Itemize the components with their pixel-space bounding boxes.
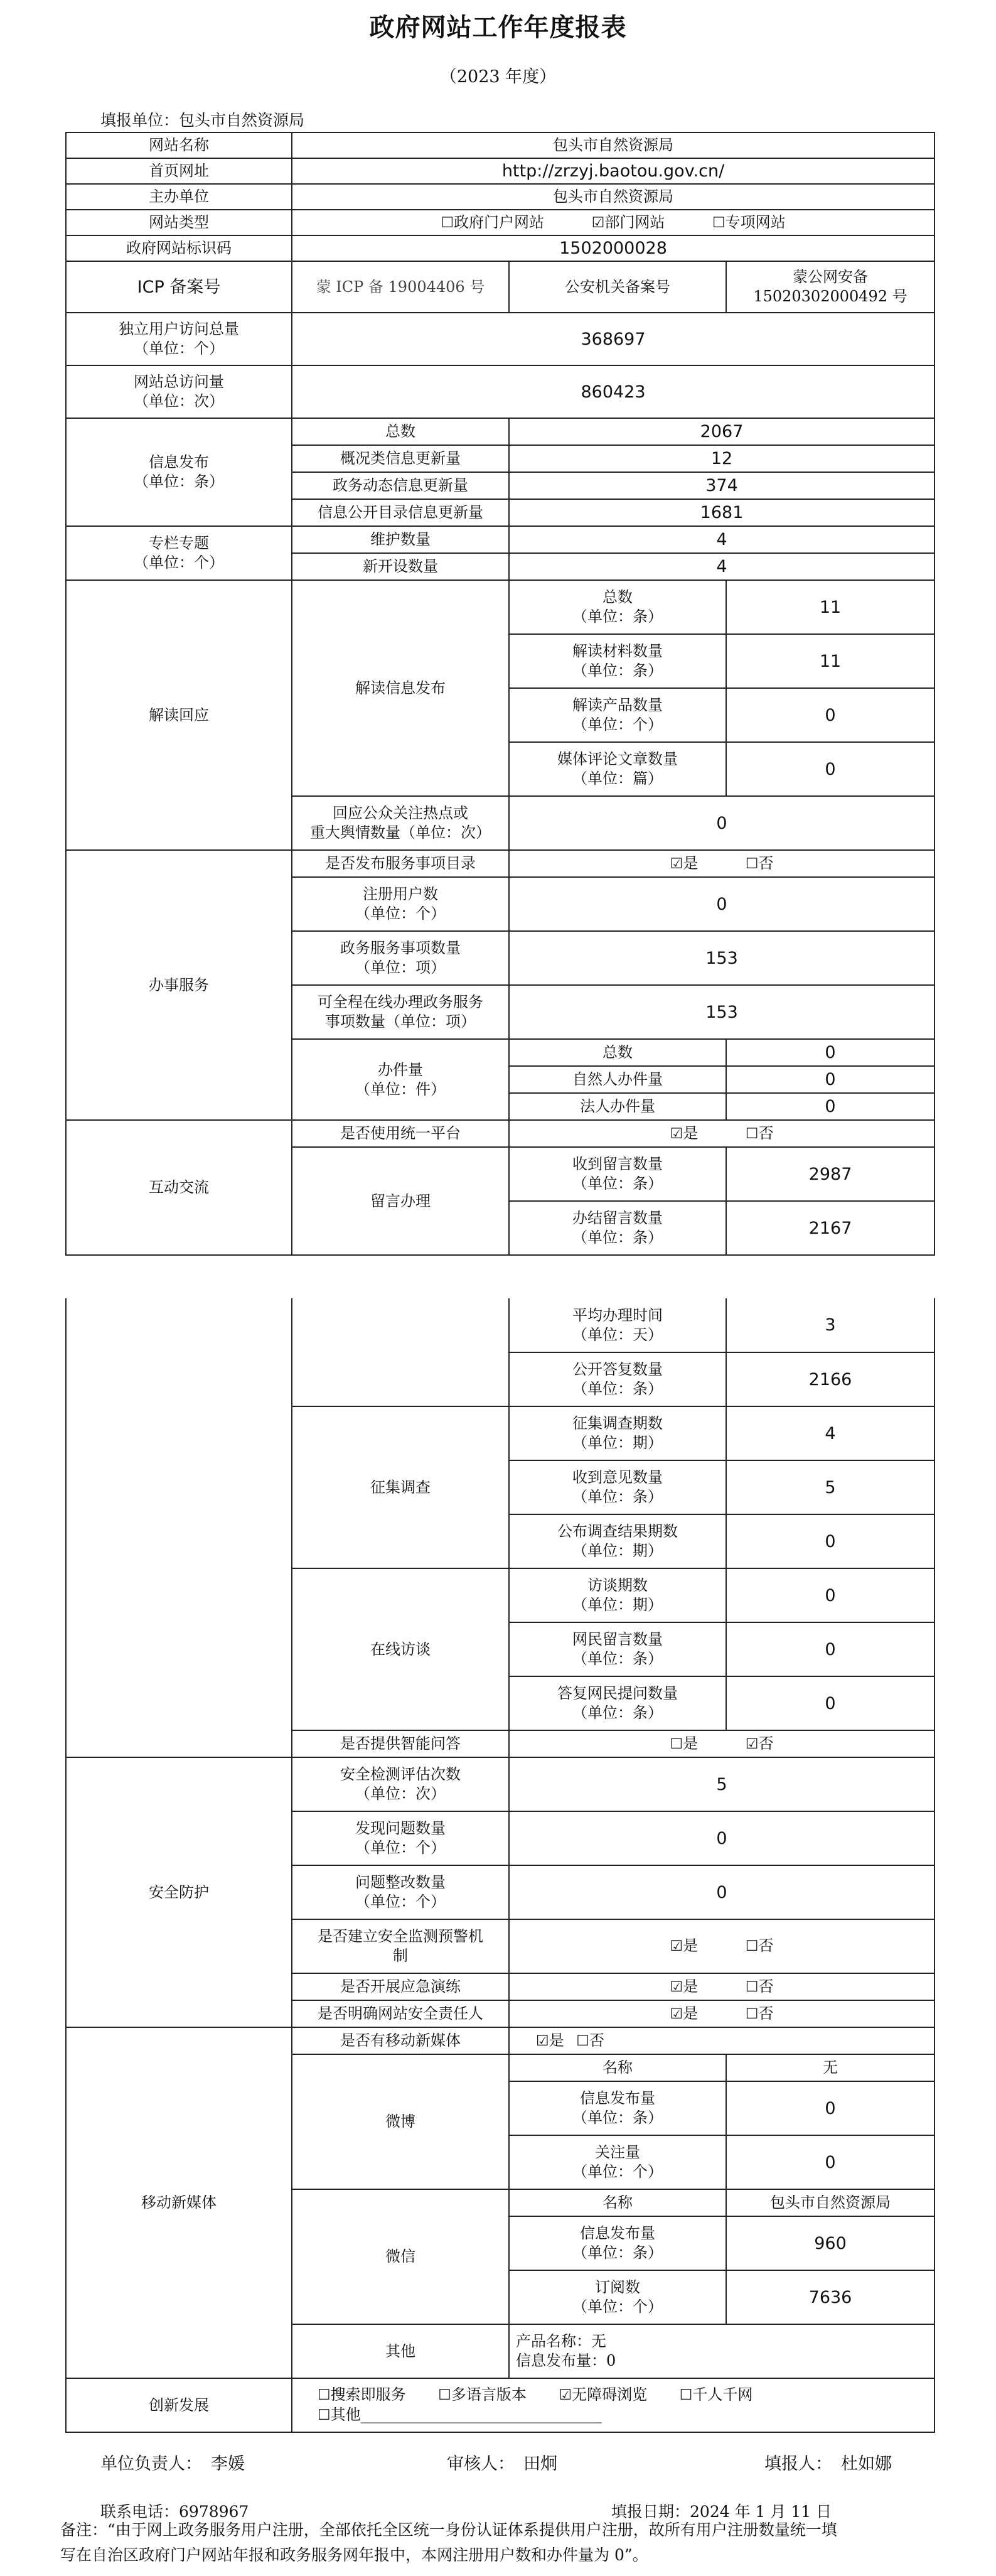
interaction-platform-label: 是否使用统一平台 [292,1120,509,1147]
uv-label-line2: （单位：个） [134,340,224,357]
interpret-media-value: 0 [726,742,934,796]
service-legal-value: 0 [726,1093,934,1120]
contact-phone-label: 联系电话： [100,2503,179,2521]
unchecked-box-icon: ☐ [438,2387,451,2403]
info-publish-label-line2: （单位：条） [134,473,224,490]
checked-box-icon: ☑ [670,1938,683,1954]
interpret-product-label [509,688,726,742]
security-found-line1: 发现问题数量 [355,1819,446,1837]
service-items-line1: 政务服务事项数量 [340,939,461,957]
interaction-msg-continued [292,1298,509,1406]
yes-label: 是 [683,1937,699,1954]
innovation-multilang [438,2385,527,2405]
interpret-respond-line2: 重大舆情数量（单位：次） [310,824,491,841]
service-catalog-yes [670,854,699,874]
interview-msgs-line1: 网民留言数量 [572,1630,663,1648]
unchecked-box-icon: ☐ [745,1978,759,1995]
home-url-label: 首页网址 [66,158,292,184]
remark-line1: 备注：“由于网上政务服务用户注册，全部依托全区统一身份认证体系提供用户注册，故所有用户注册数量统一填 [60,2521,837,2539]
service-legal-label: 法人办件量 [509,1093,726,1120]
mobile-other-label: 其他 [292,2324,509,2378]
service-online-label [292,985,509,1039]
info-open-label: 信息公开目录信息更新量 [292,499,509,526]
filler-unit-label: 填报单位： [100,111,179,129]
service-items-value: 153 [509,931,934,985]
interaction-received-label [509,1147,726,1201]
service-cases-line2: （单位：件） [355,1080,446,1098]
service-cases-total-label: 总数 [509,1039,726,1066]
service-users-value: 0 [509,877,934,931]
security-fixed-line1: 问题整改数量 [355,1873,446,1891]
service-users-line2: （单位：个） [355,905,446,922]
weibo-posts-label [509,2081,726,2135]
info-total-label: 总数 [292,418,509,445]
interaction-continued [66,1298,292,1757]
service-users-line1: 注册用户数 [363,885,438,903]
service-online-value: 153 [509,985,934,1039]
filler-unit-value: 包头市自然资源局 [179,111,305,129]
filler-unit [100,108,304,131]
checked-box-icon: ☑ [559,2387,572,2403]
no-label: 否 [758,1734,774,1752]
checked-box-icon: ☑ [670,1978,683,1995]
interpret-material-value: 11 [726,634,934,688]
unchecked-box-icon: ☐ [670,1735,683,1752]
received-line1: 收到留言数量 [572,1155,663,1173]
weibo-fans-value: 0 [726,2135,934,2189]
police-record-line1: 蒙公网安备 [793,268,869,286]
mobile-has-label: 是否有移动新媒体 [292,2027,509,2054]
weibo-posts-line1: 信息发布量 [580,2089,655,2107]
unit-head-label: 单位负责人： [100,2454,202,2474]
interview-periods-label [509,1568,726,1622]
innovation-search-label: 搜索即服务 [330,2386,406,2403]
service-online-line2: 事项数量（单位：项） [325,1013,476,1030]
uv-label [66,313,292,365]
interpret-media-line2: （单位：篇） [572,770,663,787]
checked-box-icon: ☑ [591,214,605,231]
no-label: 否 [758,854,774,872]
survey-periods-line2: （单位：期） [572,1434,663,1452]
yes-label: 是 [683,2004,699,2022]
survey-results-label [509,1514,726,1568]
site-type-portal [441,213,544,233]
service-cases-line1: 办件量 [378,1060,423,1079]
interaction-done-value: 2167 [726,1201,934,1255]
filler [764,2450,892,2474]
innovation-accessible-label: 无障碍浏览 [572,2386,648,2403]
uv-label-line1: 独立用户访问总量 [119,320,239,338]
avg-time-line1: 平均办理时间 [572,1306,663,1324]
innovation-label: 创新发展 [66,2378,292,2432]
interview-answers-line2: （单位：条） [572,1704,663,1722]
site-name-label: 网站名称 [66,132,292,158]
interaction-label: 互动交流 [66,1120,292,1255]
innovation-other [318,2406,602,2423]
public-reply-line1: 公开答复数量 [572,1361,663,1378]
smart-qa-options [509,1730,934,1757]
wechat-name-value: 包头市自然资源局 [726,2189,934,2216]
interpret-respond-value: 0 [509,796,934,850]
security-fixed-value: 0 [509,1865,934,1919]
police-record-line2: 15020302000492 号 [753,288,908,305]
contact-phone-value: 6978967 [179,2503,249,2521]
survey-label: 征集调查 [292,1406,509,1568]
innovation-multilang-label: 多语言版本 [451,2386,527,2403]
interview-answers-value: 0 [726,1676,934,1730]
security-drill-yes [670,1977,699,1997]
opinions-line2: （单位：条） [572,1488,663,1506]
reviewer-label: 审核人： [447,2454,515,2474]
home-url-value: http://zrzyj.baotou.gov.cn/ [292,158,934,184]
security-warn-line2: 制 [393,1947,408,1964]
wechat-subs-line2: （单位：个） [572,2298,663,2315]
police-record-label: 公安机关备案号 [509,261,726,313]
interview-msgs-label [509,1622,726,1676]
service-catalog-no [746,854,774,874]
wechat-subs-label [509,2270,726,2324]
opinions-label [509,1460,726,1514]
smart-qa-label: 是否提供智能问答 [292,1730,509,1757]
interview-label: 在线访谈 [292,1568,509,1730]
opinions-line1: 收到意见数量 [572,1469,663,1486]
site-name-value: 包头市自然资源局 [292,132,934,158]
unchecked-box-icon: ☐ [712,214,726,231]
report-table-part2 [65,1298,935,2433]
security-resp-yes [670,2004,699,2024]
interaction-msg-label: 留言办理 [292,1147,509,1255]
icp-value: 蒙 ICP 备 19004406 号 [292,261,509,313]
interpret-media-label [509,742,726,796]
interpret-total-label [509,580,726,634]
survey-periods-value: 4 [726,1406,934,1460]
column-label-line1: 专栏专题 [149,534,209,552]
security-found-value: 0 [509,1811,934,1865]
info-publish-label [66,418,292,526]
service-cases-total-value: 0 [726,1039,934,1066]
security-fixed-line2: （单位：个） [355,1893,446,1910]
weibo-name-value: 无 [726,2054,934,2081]
checked-box-icon: ☑ [670,2005,683,2022]
wechat-posts-line2: （单位：条） [572,2244,663,2261]
interpret-total-line2: （单位：条） [572,608,663,625]
innovation-personal-label: 千人千网 [692,2386,753,2403]
weibo-label: 微博 [292,2054,509,2189]
site-type-department-label: 部门网站 [604,213,665,231]
wechat-label: 微信 [292,2189,509,2324]
interview-periods-line2: （单位：期） [572,1596,663,1614]
interpret-material-line1: 解读材料数量 [572,642,663,660]
fill-date-value: 2024 年 1 月 11 日 [690,2503,832,2521]
no-label: 否 [758,1937,774,1954]
weibo-name-label: 名称 [509,2054,726,2081]
service-items-line2: （单位：项） [355,959,446,976]
site-type-options [292,210,934,235]
avg-time-value: 3 [726,1298,934,1352]
mobile-other-line1: 产品名称：无 [516,2332,606,2350]
innovation-personal [680,2385,753,2405]
innovation-options [292,2378,934,2432]
public-reply-label [509,1352,726,1406]
service-catalog-options [509,850,934,877]
column-label-line2: （单位：个） [134,554,224,571]
survey-results-line2: （单位：期） [572,1542,663,1560]
innovation-row1 [318,2385,930,2405]
info-publish-label-line1: 信息发布 [149,453,209,471]
reviewer-name: 田炯 [523,2454,557,2474]
site-type-special-label: 专项网站 [725,213,786,231]
smart-qa-no [746,1734,774,1754]
interview-periods-line1: 访谈期数 [587,1576,648,1594]
interaction-platform-no [746,1124,774,1144]
info-news-value: 374 [509,472,934,499]
mobile-has-options [509,2027,934,2054]
security-warn-no [746,1936,774,1956]
innovation-accessible [559,2385,648,2405]
interview-periods-value: 0 [726,1568,934,1622]
security-tests-value: 5 [509,1757,934,1811]
police-record-value [726,261,934,313]
weibo-fans-line1: 关注量 [595,2143,640,2161]
service-items-label [292,931,509,985]
innovation-search [318,2385,406,2405]
unchecked-box-icon: ☐ [745,1938,759,1954]
interaction-platform-yes [670,1124,699,1144]
survey-results-line1: 公布调查结果期数 [557,1522,678,1540]
opinions-value: 5 [726,1460,934,1514]
security-tests-label [292,1757,509,1811]
pv-label-line2: （单位：次） [134,392,224,410]
weibo-posts-value: 0 [726,2081,934,2135]
no-label: 否 [758,1124,774,1142]
avg-time-line2: （单位：天） [572,1325,663,1344]
column-new-value: 4 [509,553,934,580]
interview-msgs-value: 0 [726,1622,934,1676]
checked-box-icon: ☑ [670,855,683,872]
unit-head-name: 李媛 [211,2454,245,2474]
pv-label-line1: 网站总访问量 [134,373,224,391]
filler-label: 填报人： [764,2454,832,2474]
unchecked-box-icon: ☐ [745,1125,759,1142]
unchecked-box-icon: ☐ [679,2387,693,2403]
public-reply-value: 2166 [726,1352,934,1406]
security-fixed-label [292,1865,509,1919]
interaction-received-value: 2987 [726,1147,934,1201]
service-cases-label [292,1039,509,1120]
service-online-line1: 可全程在线办理政务服务 [318,993,483,1011]
reviewer [447,2450,557,2474]
yes-label: 是 [683,1977,699,1995]
weibo-fans-line2: （单位：个） [572,2163,663,2180]
security-drill-no [746,1977,774,1997]
mobile-other-value [509,2324,934,2378]
report-table-part1 [65,132,935,1256]
security-drill-options [509,1973,934,2000]
security-resp-no [746,2004,774,2024]
interpret-respond-line1: 回应公众关注热点或 [333,804,468,822]
info-overview-value: 12 [509,445,934,472]
site-code-value: 1502000028 [292,235,934,261]
interpret-product-line1: 解读产品数量 [572,696,663,714]
info-news-label: 政务动态信息更新量 [292,472,509,499]
weibo-fans-label [509,2135,726,2189]
mobile-other-line2: 信息发布量：0 [516,2352,616,2369]
security-tests-line2: （单位：次） [355,1785,446,1803]
security-found-line2: （单位：个） [355,1839,446,1857]
survey-results-value: 0 [726,1514,934,1568]
no-label: 否 [758,1977,774,1995]
security-warn-label [292,1919,509,1973]
innovation-other-blank: ________________________________ [360,2406,602,2423]
interpret-total-line1: 总数 [602,588,633,606]
no-label: 否 [758,2004,774,2022]
pv-label [66,365,292,418]
remark [60,2518,951,2568]
wechat-posts-label [509,2216,726,2270]
interpret-respond-label [292,796,509,850]
unchecked-box-icon: ☐ [576,2032,589,2049]
checked-box-icon: ☑ [536,2032,549,2049]
mobile-label: 移动新媒体 [66,2027,292,2378]
unchecked-box-icon: ☐ [745,2005,759,2022]
mobile-has-no [576,2031,604,2051]
wechat-posts-value: 960 [726,2216,934,2270]
wechat-subs-value: 7636 [726,2270,934,2324]
site-type-portal-label: 政府门户网站 [454,213,545,231]
site-type-special [712,213,786,233]
security-label: 安全防护 [66,1757,292,2027]
mobile-has-yes [536,2031,564,2051]
yes-label: 是 [683,854,699,872]
info-total-value: 2067 [509,418,934,445]
unchecked-box-icon: ☐ [318,2407,331,2423]
interpret-label: 解读回应 [66,580,292,850]
unchecked-box-icon: ☐ [745,855,759,872]
interaction-done-label [509,1201,726,1255]
report-year: （2023 年度） [439,67,557,87]
wechat-posts-line1: 信息发布量 [580,2224,655,2242]
checked-box-icon: ☑ [670,1125,683,1142]
wechat-name-label: 名称 [509,2189,726,2216]
site-code-label: 政府网站标识码 [66,235,292,261]
security-warn-options [509,1919,934,1973]
uv-value: 368697 [292,313,934,365]
yes-label: 是 [549,2031,564,2049]
weibo-posts-line2: （单位：条） [572,2109,663,2126]
report-title: 政府网站工作年度报表 [369,13,627,42]
wechat-subs-line1: 订阅数 [595,2278,640,2296]
yes-label: 是 [683,1124,699,1142]
survey-periods-label [509,1406,726,1460]
no-label: 否 [589,2031,604,2049]
interpret-media-line1: 媒体评论文章数量 [557,750,678,768]
received-line2: （单位：条） [572,1175,663,1192]
remark-line2: 写在自治区政府门户网站年报和政务服务网年报中，本网注册用户数和办件量为 0”。 [60,2546,648,2564]
survey-periods-line1: 征集调查期数 [572,1415,663,1432]
service-person-value: 0 [726,1066,934,1093]
pv-value: 860423 [292,365,934,418]
interpret-product-line2: （单位：个） [572,716,663,733]
filler-name: 杜如娜 [841,2454,892,2474]
fill-date-label: 填报日期： [611,2503,690,2521]
column-maintain-value: 4 [509,526,934,553]
checked-box-icon: ☑ [745,1735,759,1752]
innovation-row2 [318,2405,930,2425]
interview-msgs-line2: （单位：条） [572,1650,663,1668]
sponsor-label: 主办单位 [66,184,292,210]
security-found-label [292,1811,509,1865]
yes-label: 是 [683,1734,699,1752]
interpret-material-label [509,634,726,688]
sponsor-value: 包头市自然资源局 [292,184,934,210]
security-warn-yes [670,1936,699,1956]
done-line1: 办结留言数量 [572,1209,663,1227]
interpret-product-value: 0 [726,688,934,742]
info-overview-label: 概况类信息更新量 [292,445,509,472]
column-maintain-label: 维护数量 [292,526,509,553]
icp-label: ICP 备案号 [66,261,292,313]
done-line2: （单位：条） [572,1229,663,1246]
info-open-value: 1681 [509,499,934,526]
security-tests-line1: 安全检测评估次数 [340,1765,461,1783]
interpret-material-line2: （单位：条） [572,662,663,679]
public-reply-line2: （单位：条） [572,1380,663,1398]
service-users-label [292,877,509,931]
interview-answers-label [509,1676,726,1730]
interpret-total-value: 11 [726,580,934,634]
column-label [66,526,292,580]
site-type-department [592,213,665,233]
service-label: 办事服务 [66,850,292,1120]
unit-head [100,2450,245,2474]
interview-answers-line1: 答复网民提问数量 [557,1684,678,1702]
smart-qa-yes [670,1734,699,1754]
service-catalog-label: 是否发布服务事项目录 [292,850,509,877]
security-resp-label: 是否明确网站安全责任人 [292,2000,509,2027]
security-resp-options [509,2000,934,2027]
avg-time-label [509,1298,726,1352]
interpret-publish-label: 解读信息发布 [292,580,509,796]
column-new-label: 新开设数量 [292,553,509,580]
security-warn-line1: 是否建立安全监测预警机 [318,1927,483,1945]
unchecked-box-icon: ☐ [318,2387,331,2403]
unchecked-box-icon: ☐ [441,214,454,231]
site-type-label: 网站类型 [66,210,292,235]
innovation-other-label: 其他 [330,2406,361,2423]
interaction-platform-options [509,1120,934,1147]
service-person-label: 自然人办件量 [509,1066,726,1093]
security-drill-label: 是否开展应急演练 [292,1973,509,2000]
